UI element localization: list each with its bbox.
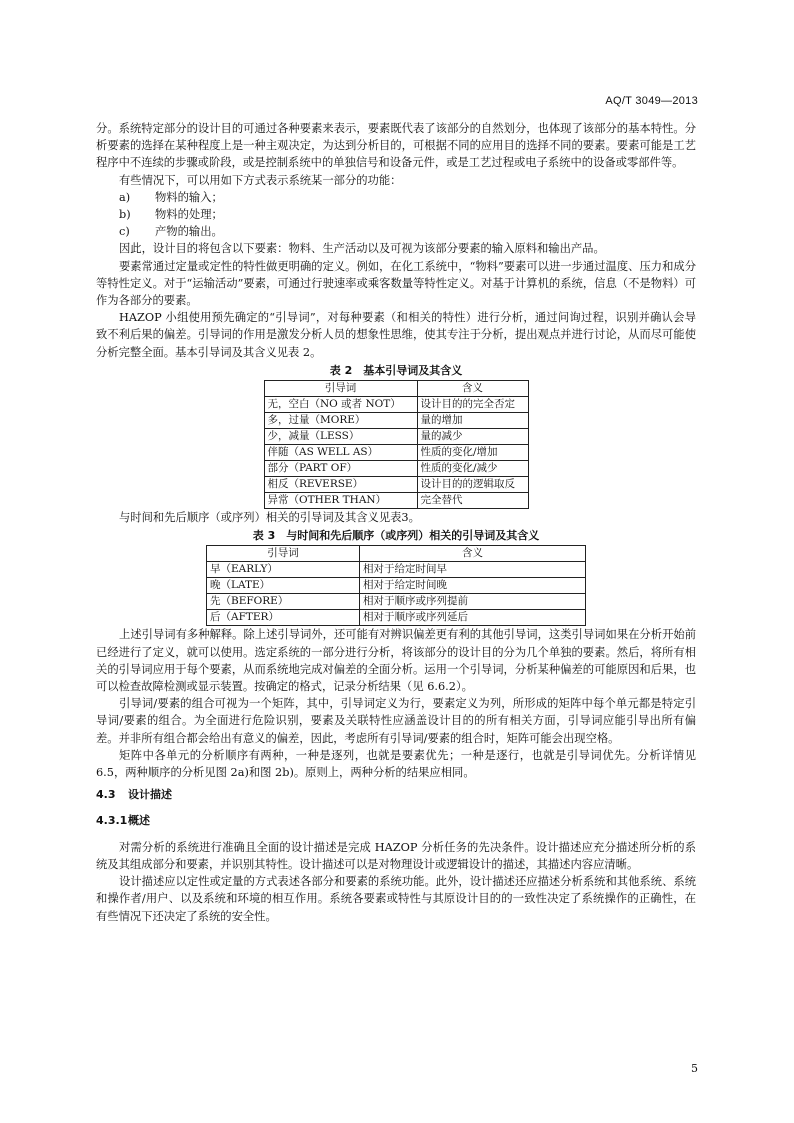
table-header-row	[207, 546, 586, 562]
list-marker: a)	[119, 190, 131, 204]
table-cell: 性质的变化/增加	[417, 445, 528, 461]
table-cell: 少，减量（LESS）	[264, 429, 417, 445]
table-row	[264, 493, 528, 509]
document-code: AQ/T 3049—2013	[605, 95, 698, 107]
table-row	[264, 397, 528, 413]
column-header: 含义	[360, 546, 586, 562]
page-number: 5	[691, 1062, 698, 1075]
table-row	[264, 413, 528, 429]
table-cell: 晚（LATE）	[207, 578, 360, 594]
table-cell: 相对于给定时间晚	[360, 578, 586, 594]
paragraph: 设计描述应以定性或定量的方式表述各部分和要素的系统功能。此外，设计描述还应描述分析系统和其他系统、系统和操作者/用户、以及系统和环境的相互作用。系统各要素或特性与其原设计目的的一致性决定了系统操作的正确性，在有些情况下还决定了系统的安全性。	[96, 875, 696, 923]
list-text: 物料的输入；	[155, 190, 223, 204]
paragraph: 矩阵中各单元的分析顺序有两种，一种是逐列，也就是要素优先；一种是逐行，也就是引导词优先。分析详情见 6.5，两种顺序的分析见图 2a)和图 2b)。原则上，两种分析的结果应相同。	[96, 748, 696, 780]
table-2-guide-words	[264, 380, 529, 509]
table-cell: 量的增加	[417, 413, 528, 429]
list-item	[96, 223, 696, 240]
table-row	[264, 461, 528, 477]
list-marker: c)	[119, 225, 130, 239]
table-row	[207, 594, 586, 610]
column-header: 引导词	[264, 381, 417, 397]
table-cell: 完全替代	[417, 493, 528, 509]
table-row	[264, 477, 528, 493]
table-cell: 先（BEFORE）	[207, 594, 360, 610]
list-text: 物料的处理；	[155, 208, 223, 222]
table-cell: 设计目的的逻辑取反	[417, 477, 528, 493]
table-cell: 无，空白（NO 或者 NOT）	[264, 397, 417, 413]
section-title: 设计描述	[128, 788, 172, 802]
table-row	[264, 429, 528, 445]
paragraph: 与时间和先后顺序（或序列）相关的引导词及其含义见表3。	[119, 511, 420, 525]
table-3-time-guide-words	[206, 545, 586, 626]
table-cell: 相对于顺序或序列延后	[360, 610, 586, 626]
list-item	[96, 189, 696, 206]
table-cell: 异常（OTHER THAN）	[264, 493, 417, 509]
table-row	[264, 445, 528, 461]
table-cell: 量的减少	[417, 429, 528, 445]
table-cell: 性质的变化/减少	[417, 461, 528, 477]
table-cell: 相对于顺序或序列提前	[360, 594, 586, 610]
section-heading-4-3	[96, 786, 696, 803]
table-row	[207, 578, 586, 594]
paragraph: 因此，设计目的将包含以下要素：物料、生产活动以及可视为该部分要素的输入原料和输出产品。	[119, 242, 605, 256]
paragraph: 有些情况下，可以用如下方式表示系统某一部分的功能：	[119, 173, 402, 187]
table-row	[207, 562, 586, 578]
table-header-row	[264, 381, 528, 397]
page-content	[96, 120, 696, 925]
table-2-caption: 表 2 基本引导词及其含义	[329, 363, 463, 377]
section-heading-4-3-1	[96, 812, 696, 829]
table-cell: 相反（REVERSE）	[264, 477, 417, 493]
section-title: 概述	[128, 814, 150, 828]
list-marker: b)	[119, 208, 131, 222]
table-cell: 设计目的的完全否定	[417, 397, 528, 413]
paragraph: 要素常通过定量或定性的特性做更明确的定义。例如，在化工系统中，“物料”要素可以进一步通过温度、压力和成分等特性定义。对于“运输活动”要素，可通过行驶速率或乘客数量等特性定义。对基于计算机的系统，信息（不是物料）可作为各部分的要素。	[96, 259, 696, 308]
list-item	[96, 206, 696, 223]
paragraph: 对需分析的系统进行准确且全面的设计描述是完成 HAZOP 分析任务的先决条件。设计描述应充分描述所分析的系统及其组成部分和要素，并识别其特性。设计描述可以是对物理设计或逻辑设计的描述，其描述内容应清晰。	[96, 840, 696, 871]
section-number: 4.3.1	[96, 814, 128, 828]
paragraph: 分。系统特定部分的设计目的可通过各种要素来表示，要素既代表了该部分的自然划分，也体现了该部分的基本特性。分析要素的选择在某种程度上是一种主观决定，为达到分析目的，可根据不同的应用目的选择不同的要素。要素可能是工艺程序中不连续的步骤或阶段，或是控制系统中的单独信号和设备元件，或是工艺过程或电子系统中的设备或零部件等。	[96, 122, 696, 170]
paragraph: 引导词/要素的组合可视为一个矩阵，其中，引导词定义为行，要素定义为列，所形成的矩阵中每个单元都是特定引导词/要素的组合。为全面进行危险识别，要素及关联特性应涵盖设计目的的所有相关方面，引导词应能引导出所有偏差。并非所有组合都会给出有意义的偏差，因此，考虑所有引导词/要素的组合时，矩阵可能会出现空格。	[96, 697, 696, 745]
paragraph: 上述引导词有多种解释。除上述引导词外，还可能有对辨识偏差更有利的其他引导词，这类引导词如果在分析开始前已经进行了定义，就可以使用。选定系统的一部分进行分析，将该部分的设计目的分为几个单独的要素。然后，将所有相关的引导词应用于每个要素，从而系统地完成对偏差的全面分析。运用一个引导词，分析某种偏差的可能原因和后果，也可以检查故障检测或显示装置。按确定的格式，记录分析结果（见 6.6.2）。	[96, 628, 696, 694]
table-cell: 多，过量（MORE）	[264, 413, 417, 429]
table-cell: 相对于给定时间早	[360, 562, 586, 578]
table-cell: 早（EARLY）	[207, 562, 360, 578]
section-number: 4.3	[96, 788, 116, 802]
table-3-caption: 表 3 与时间和先后顺序（或序列）相关的引导词及其含义	[252, 529, 540, 543]
paragraph: HAZOP 小组使用预先确定的“引导词”，对每种要素（和相关的特性）进行分析，通过问询过程，识别并确认会导致不利后果的偏差。引导词的作用是激发分析人员的想象性思维，使其专注于分析，提出观点并进行讨论，从而尽可能使分析完整全面。基本引导词及其含义见表 2。	[96, 311, 696, 359]
column-header: 引导词	[207, 546, 360, 562]
table-cell: 伴随（AS WELL AS）	[264, 445, 417, 461]
table-cell: 后（AFTER）	[207, 610, 360, 626]
table-cell: 部分（PART OF）	[264, 461, 417, 477]
list-text: 产物的输出。	[155, 225, 223, 239]
table-row	[207, 610, 586, 626]
column-header: 含义	[417, 381, 528, 397]
